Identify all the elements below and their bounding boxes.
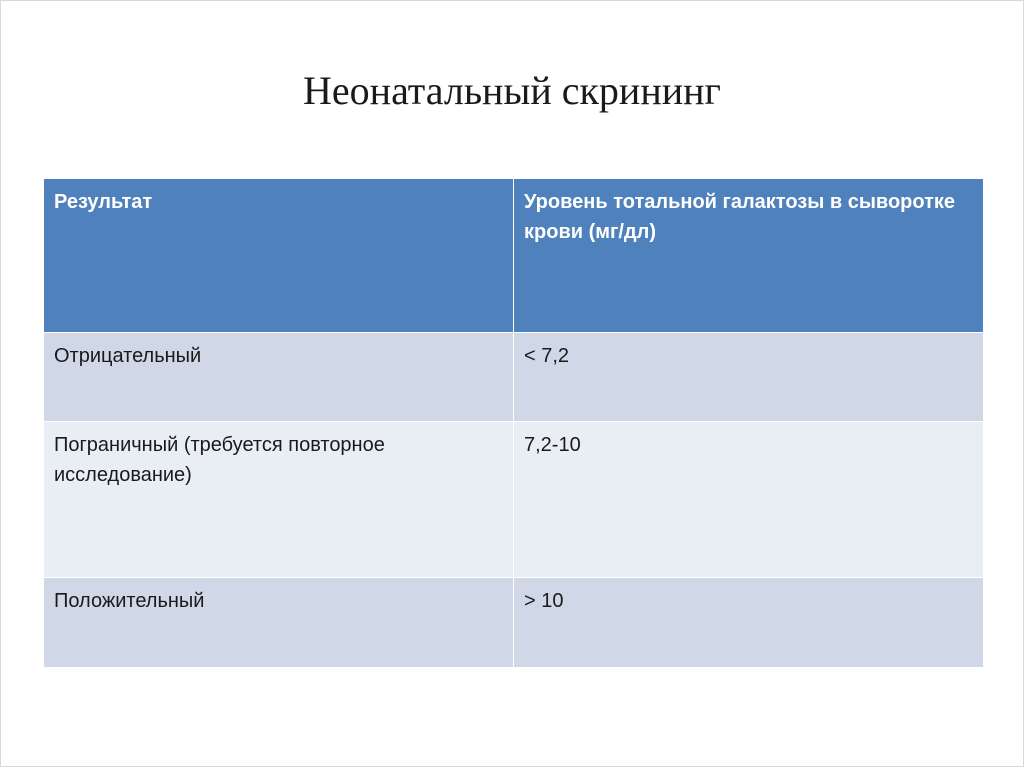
cell-level: > 10	[514, 578, 984, 668]
cell-level: 7,2-10	[514, 422, 984, 578]
header-galactose-level: Уровень тотальной галактозы в сыворотке крови (мг/дл)	[514, 179, 984, 333]
cell-result: Пограничный (требуется повторное исследование)	[44, 422, 514, 578]
cell-result: Отрицательный	[44, 333, 514, 422]
table-header-row	[44, 179, 984, 333]
slide-title: Неонатальный скрининг	[303, 68, 721, 113]
table-row	[44, 422, 984, 578]
header-result: Результат	[44, 179, 514, 333]
cell-level: < 7,2	[514, 333, 984, 422]
cell-result: Положительный	[44, 578, 514, 668]
table-row	[44, 333, 984, 422]
galactose-results-table	[43, 178, 984, 668]
table-row	[44, 578, 984, 668]
